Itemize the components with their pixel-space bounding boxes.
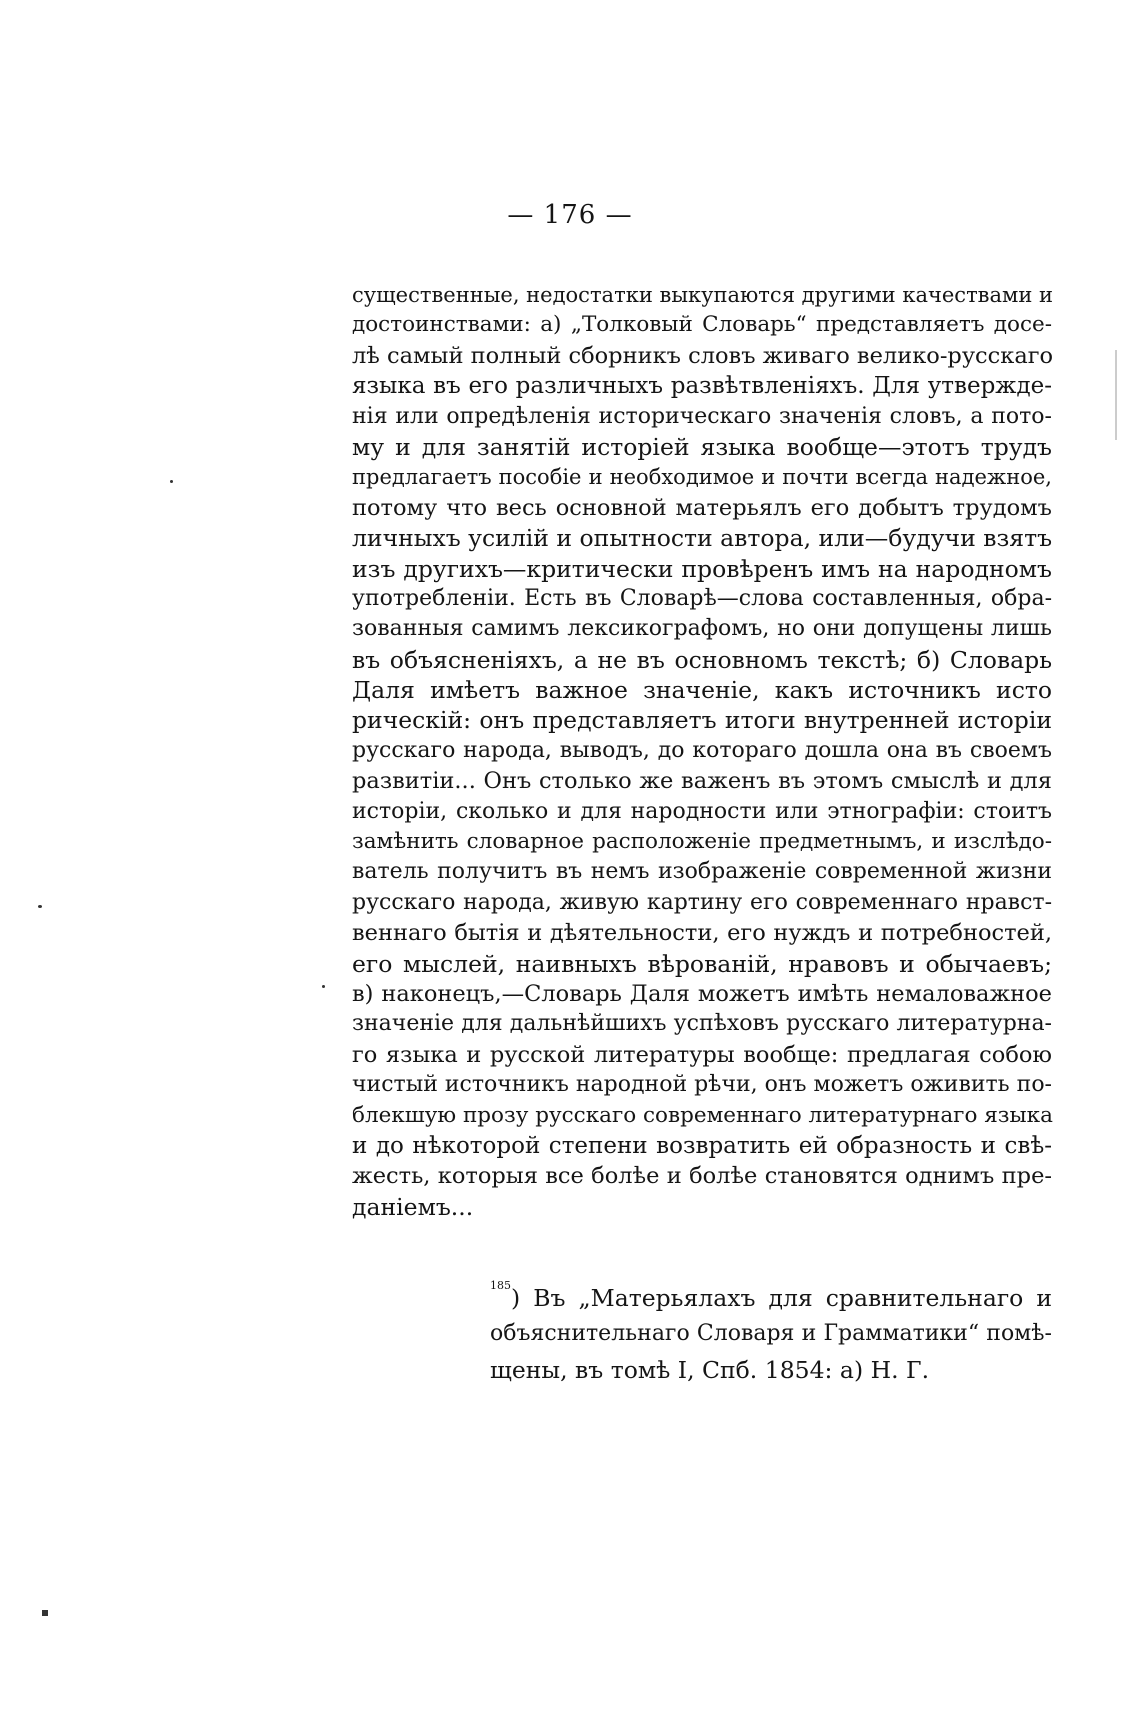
text-line: веннаго бытія и дѣятельности, его нуждъ и потребностей, <box>352 920 1052 947</box>
text-line: блекшую прозу русскаго современнаго литературнаго языка <box>352 1102 1053 1128</box>
scan-speck <box>322 985 325 988</box>
text-line: русскаго народа, живую картину его современнаго нравст- <box>352 889 1052 915</box>
text-line: исторіи, сколько и для народности или этнографіи: стоитъ <box>352 798 1052 824</box>
text-line: чистый источникъ народной рѣчи, онъ можетъ оживить по- <box>352 1072 1052 1098</box>
text-line: даніемъ... <box>352 1192 474 1221</box>
footnote-line: объяснительнаго Словаря и Грамматики“ помѣ- <box>490 1321 1052 1346</box>
text-line: предлагаетъ пособіе и необходимое и почти всегда надежное, <box>352 465 1052 490</box>
footnote <box>490 1280 1052 1388</box>
text-line: потому что весь основной матерьялъ его добытъ трудомъ <box>352 494 1052 521</box>
footnote-line <box>490 1280 1052 1316</box>
text-line: въ объясненіяхъ, а не въ основномъ текстѣ; б) Словарь <box>352 645 1052 674</box>
text-line: нія или опредѣленія историческаго значенія словъ, а пото- <box>352 403 1052 429</box>
text-line: личныхъ усилій и опытности автора, или—будучи взятъ <box>352 524 1053 553</box>
text-line: зованныя самимъ лексикографомъ, но они допущены лишь <box>352 616 1052 642</box>
text-line: му и для занятій исторіей языка вообще—этотъ трудъ <box>352 432 1052 461</box>
text-line: ватель получитъ въ немъ изображеніе современной жизни <box>352 859 1052 885</box>
scan-speck <box>170 480 173 483</box>
scan-speck <box>38 905 42 908</box>
text-line: русскаго народа, выводъ, до котораго дошла она въ своемъ <box>352 737 1052 763</box>
scan-speck <box>42 1610 48 1616</box>
text-line: замѣнить словарное расположеніе предметнымъ, и изслѣдо- <box>352 829 1052 855</box>
footnote-line-text: ) Въ „Матерьялахъ для сравнительнаго и <box>511 1284 1052 1312</box>
main-text <box>352 280 1052 1222</box>
text-line: лѣ самый полный сборникъ словъ живаго велико-русскаго <box>352 342 1054 369</box>
footnote-line: щены, въ томѣ I, Спб. 1854: а) Н. Г. <box>490 1356 930 1384</box>
page-number: — 176 — <box>507 200 633 230</box>
text-line: значеніе для дальнѣйшихъ успѣховъ русскаго литературна- <box>352 1011 1052 1037</box>
text-line: рическій: онъ представляетъ итоги внутренней исторіи <box>352 706 1052 735</box>
text-line: в) наконецъ,—Словарь Даля можетъ имѣть немаловажное <box>352 980 1052 1007</box>
text-line: существенные, недостатки выкупаются другими качествами и <box>352 283 1054 307</box>
text-line: изъ другихъ—критически провѣренъ имъ на народномъ <box>352 554 1052 583</box>
text-line: его мыслей, наивныхъ вѣрованій, нравовъ и обычаевъ; <box>352 949 1052 978</box>
text-line: достоинствами: а) „Толковый Словарь“ представляетъ досе- <box>352 312 1052 338</box>
text-line: жесть, которыя все болѣе и болѣе становятся однимъ пре- <box>352 1163 1052 1190</box>
text-line: Даля имѣетъ важное значеніе, какъ источникъ исто <box>352 676 1052 705</box>
text-line: и до нѣкоторой степени возвратить ей образность и свѣ- <box>352 1132 1052 1159</box>
text-line: го языка и русской литературы вообще: предлагая собою <box>352 1041 1052 1068</box>
footnote-marker: 185 <box>490 1279 511 1292</box>
text-line: употребленіи. Есть въ Словарѣ—слова составленныя, обра- <box>352 585 1052 611</box>
text-line: языка въ его различныхъ развѣтвленіяхъ. Для утвержде- <box>352 373 1052 400</box>
text-line: развитіи... Онъ столько же важенъ въ этомъ смыслѣ и для <box>352 768 1052 795</box>
scan-speck <box>1115 350 1117 440</box>
